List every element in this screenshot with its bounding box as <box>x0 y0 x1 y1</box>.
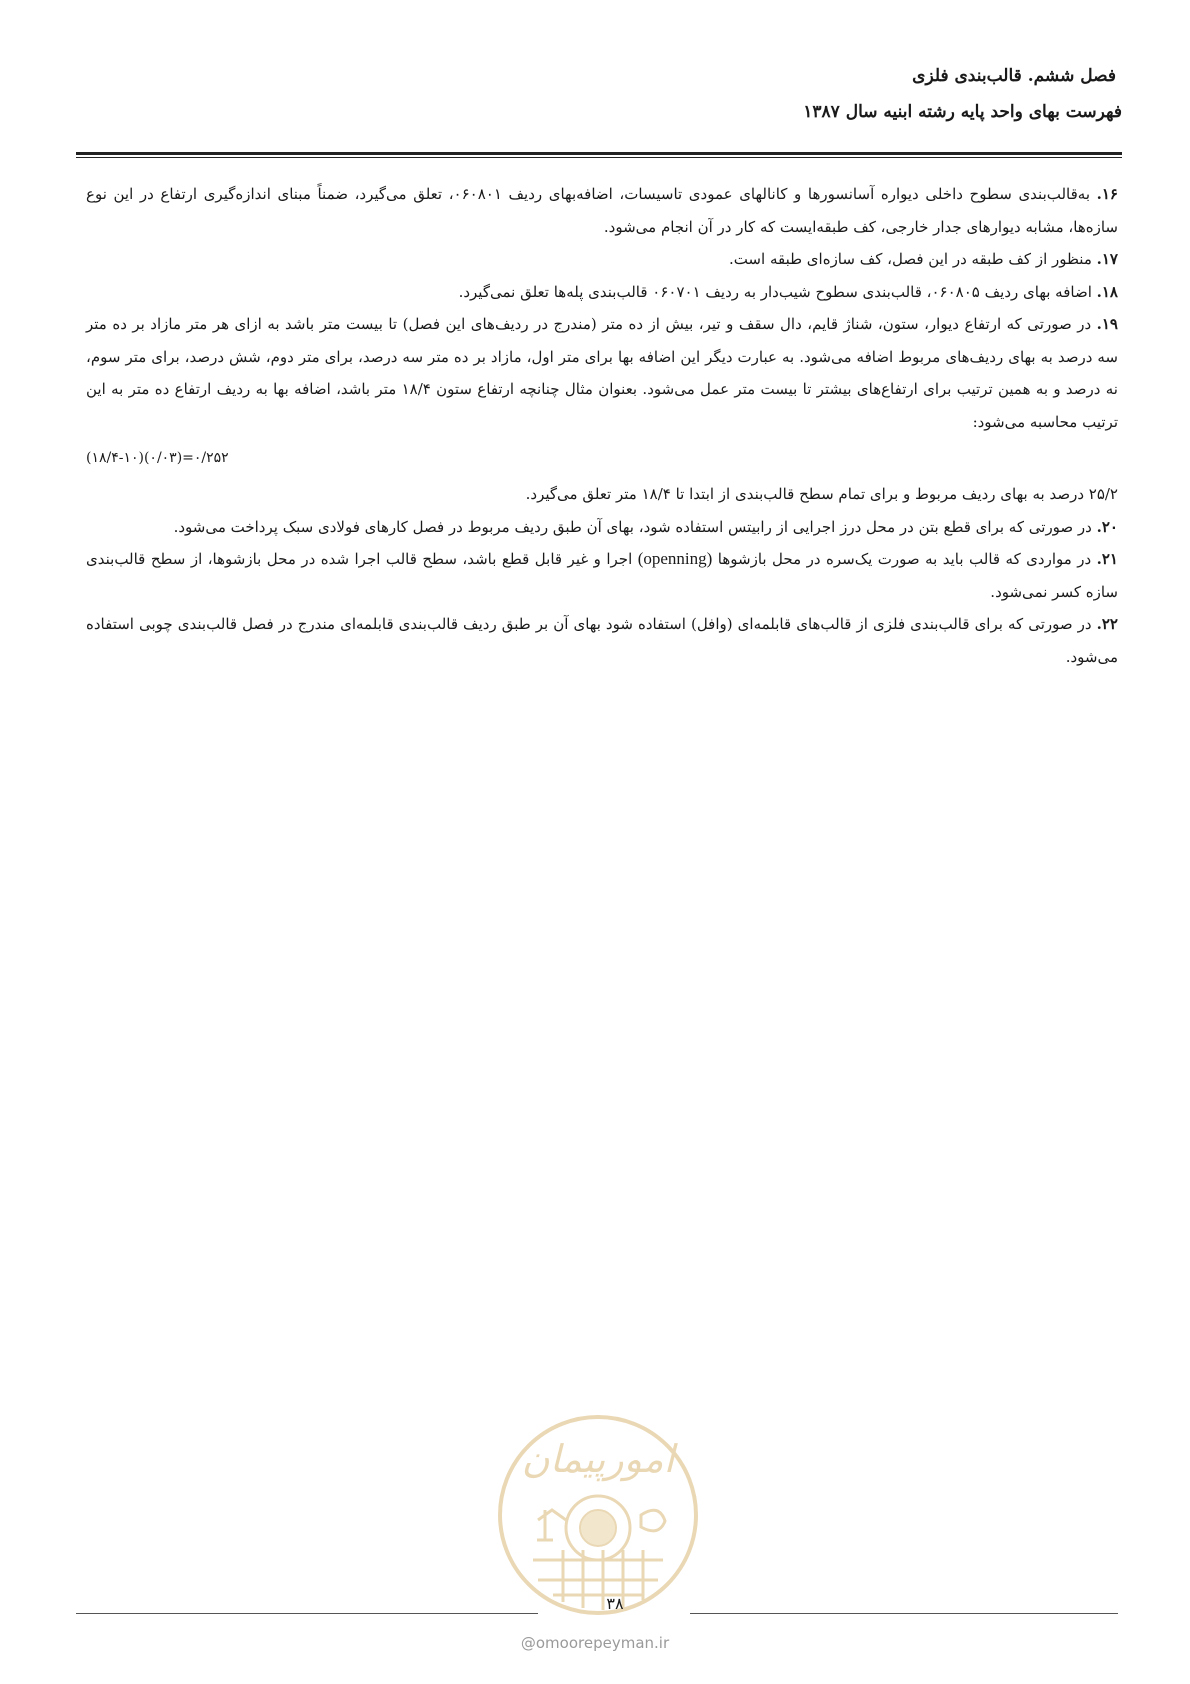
website-footer: @omoorepeyman.ir <box>520 1634 670 1652</box>
clause-text-b: اجرا و غیر قابل قطع باشد، سطح قالب اجرا شده در محل بازشوها، از سطح قالب‌بندی سازه کسر نمی‌شود. <box>86 550 1118 601</box>
clause-22 <box>86 608 1118 673</box>
clause-latin-term: (openning) <box>637 549 713 568</box>
clause-21 <box>86 543 1118 608</box>
formula: (۱۸/۴-۱۰)(۰/۰۳)=۰/۲۵۲ <box>86 450 229 466</box>
clause-19 <box>86 308 1118 438</box>
document-subtitle: فهرست بهای واحد پایه رشته ابنیه سال ۱۳۸۷ <box>803 102 1122 122</box>
clause-text: منظور از کف طبقه در این فصل، کف سازه‌ای طبقه است. <box>728 250 1097 268</box>
clause-number: ۱۸. <box>1096 282 1118 301</box>
clause-18 <box>86 276 1118 309</box>
clause-number: ۱۶. <box>1096 185 1118 203</box>
clause-number: ۲۱. <box>1096 550 1118 568</box>
clause-number: ۲۰. <box>1096 517 1118 536</box>
clause-number: ۱۷. <box>1096 250 1118 268</box>
clause-text: به‌قالب‌بندی سطوح داخلی دیواره آسانسورها و کانالهای عمودی تاسیسات، اضافه‌بهای ردیف ۰۶۰۸۰۱، تعلق می‌گیرد، ضمناً مبنای اندازه‌گیری ارتفاع در این نوع سازه‌ها، مشابه دیوارهای جدار خارجی، کف طبقه‌ایست که کار در آن انجام می‌شود. <box>86 185 1118 236</box>
clause-text: در صورتی که برای قطع بتن در محل درز اجرایی از رابیتس استفاده شود، بهای آن طبق ردیف مربوط در فصل کارهای فولادی سبک پرداخت می‌شود. <box>173 517 1097 536</box>
page-header <box>76 58 1122 130</box>
clause-number: ۲۲. <box>1096 615 1118 633</box>
page-content <box>86 178 1118 673</box>
footer-rule-right <box>690 1613 1118 1614</box>
formula-note: ۲۵/۲ درصد به بهای ردیف مربوط و برای تمام سطح قالب‌بندی از ابتدا تا ۱۸/۴ متر تعلق می‌گیرد. <box>525 485 1118 503</box>
clause-20 <box>86 511 1118 544</box>
logo-seal-icon <box>493 1410 703 1620</box>
page-number: ۳۸ <box>606 1594 624 1613</box>
clause-16 <box>86 178 1118 243</box>
header-rule <box>76 152 1122 158</box>
footer-rule-left <box>76 1613 538 1614</box>
clause-text: در صورتی که برای قالب‌بندی فلزی از قالب‌های قابلمه‌ای (وافل) استفاده شود بهای آن بر طبق ردیف قالب‌بندی قابلمه‌ای مندرج در فصل قالب‌بندی چوبی استفاده می‌شود. <box>86 615 1118 666</box>
clause-text-a: در مواردی که قالب باید به صورت یک‌سره در محل بازشوها <box>712 550 1097 568</box>
clause-text: اضافه بهای ردیف ۰۶۰۸۰۵، قالب‌بندی سطوح شیب‌دار به ردیف ۰۶۰۷۰۱ قالب‌بندی پله‌ها تعلق نمی‌گیرد. <box>458 282 1097 301</box>
watermark-text: امورپیمان <box>521 1437 675 1481</box>
clause-number: ۱۹. <box>1096 315 1118 333</box>
clause-17 <box>86 243 1118 276</box>
clause-text: در صورتی که ارتفاع دیوار، ستون، شناژ قایم، دال سقف و تیر، بیش از ده متر (مندرج در ردیف‌های این فصل) تا بیست متر باشد به ازای هر متر مازاد بر ده متر سه درصد به بهای ردیف‌های مربوط اضافه می‌شود. به عبارت دیگر این اضافه بها برای متر اول، مازاد بر ده متر سه درصد، برای متر دوم، شش درصد، برای متر سوم، نه درصد و به همین ترتیب برای ارتفاع‌های بیشتر تا بیست متر عمل می‌شود. بعنوان مثال چنانچه ارتفاع ستون ۱۸/۴ متر باشد، اضافه بها به ردیف ارتفاع ده متر به این ترتیب محاسبه می‌شود: <box>86 315 1118 431</box>
chapter-title: فصل ششم. قالب‌بندی فلزی <box>912 66 1116 86</box>
